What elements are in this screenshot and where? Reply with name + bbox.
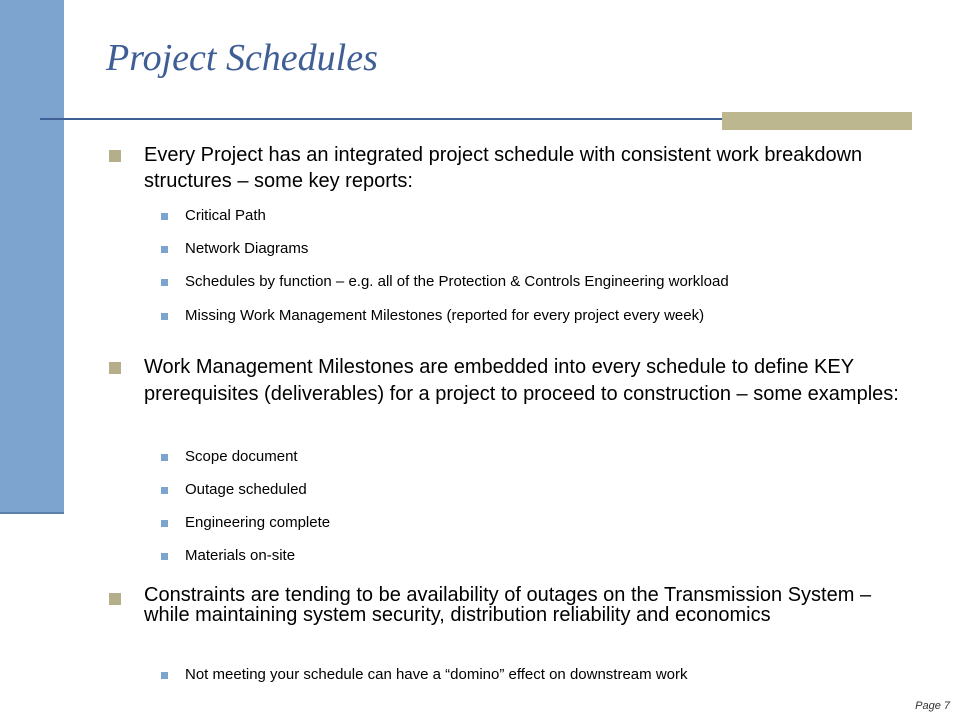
sub-bullet-text: Critical Path [185,207,266,224]
sub-bullet-text: Materials on-site [185,547,296,564]
sub-bullet-item [185,514,905,532]
square-bullet-icon [161,672,168,679]
sub-bullet-item [185,448,905,466]
square-bullet-icon [161,520,168,527]
square-bullet-icon [109,362,121,374]
sub-bullet-text: Outage scheduled [185,481,307,498]
bullet-text: Every Project has an integrated project schedule with consistent work breakdown structures – some key reports: [144,144,863,192]
bullet-text: Work Management Milestones are embedded into every schedule to define KEY prerequisites (deliverables) for a project to proceed to construction – some examples: [144,356,899,405]
sub-bullet-item [185,547,905,565]
square-bullet-icon [161,553,168,560]
square-bullet-icon [161,454,168,461]
page-number: Page 7 [915,700,950,712]
slide-title: Project Schedules [106,37,378,79]
sub-bullet-text: Missing Work Management Milestones (reported for every project every week) [185,307,705,324]
sub-bullet-text: Network Diagrams [185,240,309,257]
sub-bullet-item [185,273,905,291]
sub-bullet-text: Schedules by function – e.g. all of the Protection & Controls Engineering workload [185,273,729,290]
left-accent-bar [0,0,64,514]
square-bullet-icon [161,246,168,253]
bullet-item-3 [144,585,904,625]
left-accent-bar-edge [0,512,64,514]
square-bullet-icon [161,487,168,494]
sub-bullet-item [185,481,905,499]
bullet-item-2 [144,354,904,408]
sub-bullet-text: Not meeting your schedule can have a “domino” effect on downstream work [185,666,688,683]
sub-bullet-item [185,207,905,225]
title-accent-block [722,112,912,130]
sub-bullet-item [185,666,905,684]
bullet-item-1 [144,142,904,194]
bullet-text: Constraints are tending to be availability of outages on the Transmission System – while maintaining system security, distribution reliability and economics [144,584,872,626]
sub-bullet-text: Scope document [185,448,298,465]
sub-bullet-item [185,307,905,325]
square-bullet-icon [109,150,121,162]
square-bullet-icon [109,593,121,605]
square-bullet-icon [161,279,168,286]
sub-bullet-text: Engineering complete [185,514,331,531]
square-bullet-icon [161,213,168,220]
sub-bullet-item [185,240,905,258]
square-bullet-icon [161,313,168,320]
